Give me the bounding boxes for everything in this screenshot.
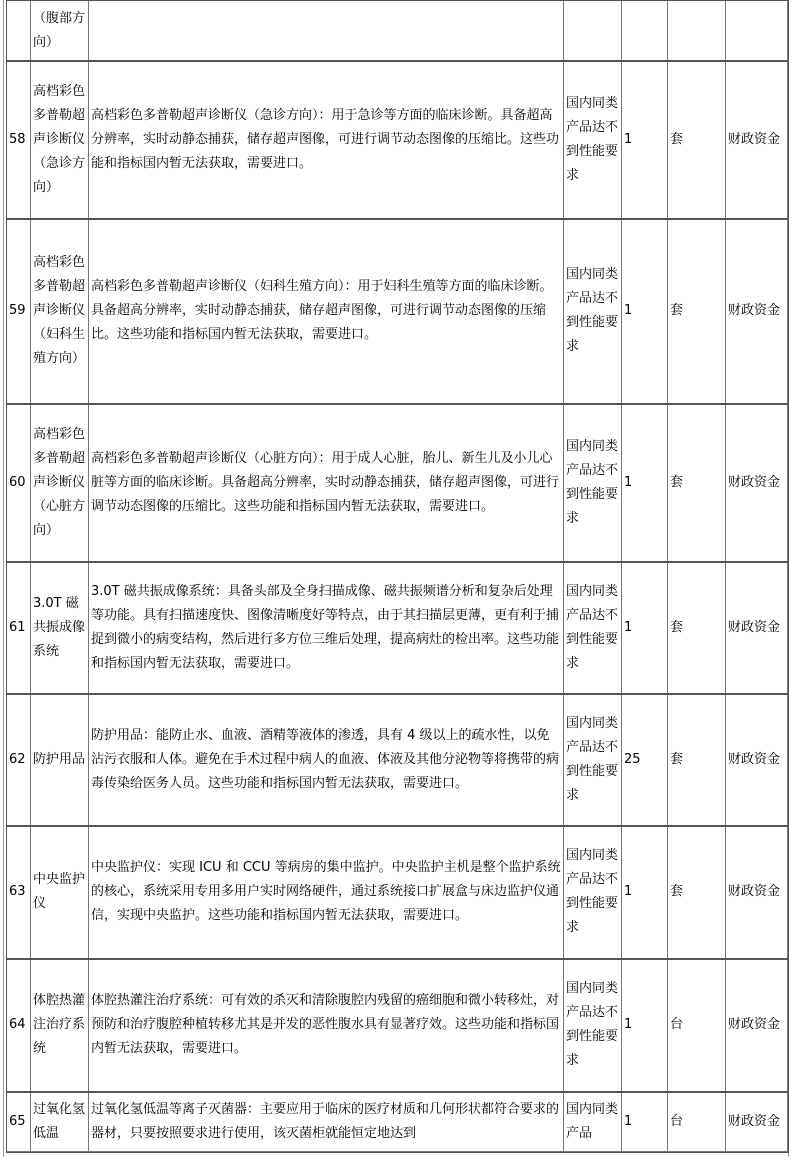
item-description-cell: 过氧化氢低温等离子灭菌器：主要应用于临床的医疗材质和几何形状都符合要求的器材，只要按照要求进行使用，该灭菌柜就能恒定地达到 [89,1092,564,1152]
row-number-cell: 64 [7,959,31,1092]
funding-source-cell: 财政资金 [726,694,788,826]
table-row [7,1092,788,1152]
item-description-cell: 3.0T 磁共振成像系统：具备头部及全身扫描成像、磁共振频谱分析和复杂后处理等功能。具有扫描速度快、图像清晰度好等特点，由于其扫描层更薄，更有利于捕捉到微小的病变结构，然后进行多方位三维后处理，提高病灶的检出率。这些功能和指标国内暂无法获取，需要进口。 [89,562,564,694]
item-name-cell: 高档彩色多普勒超声诊断仪（急诊方向） [31,61,89,219]
quantity-cell: 1 [622,562,668,694]
table-row [7,826,788,959]
funding-source-cell: 财政资金 [726,61,788,219]
quantity-cell: 1 [622,826,668,959]
table-row [7,61,788,219]
row-number-cell [7,1,31,61]
item-name-cell: 高档彩色多普勒超声诊断仪（心脏方向） [31,404,89,562]
item-description-cell: 防护用品：能防止水、血液、酒精等液体的渗透，具有 4 级以上的疏水性，以免沾污衣服和人体。避免在手术过程中病人的血液、体液及其他分泌物等将携带的病毒传染给医务人员。这些功能和指标国内暂无法获取，需要进口。 [89,694,564,826]
table-row [7,959,788,1092]
import-reason-cell: 国内同类产品达不到性能要求 [564,404,622,562]
quantity-cell: 1 [622,404,668,562]
import-reason-cell: 国内同类产品达不到性能要求 [564,61,622,219]
item-name-cell: 高档彩色多普勒超声诊断仪（妇科生殖方向） [31,219,89,404]
item-description-cell: 体腔热灌注治疗系统：可有效的杀灭和清除腹腔内残留的癌细胞和微小转移灶，对预防和治疗腹腔种植转移尤其是并发的恶性腹水具有显著疗效。这些功能和指标国内暂无法获取，需要进口。 [89,959,564,1092]
item-name-cell: 防护用品 [31,694,89,826]
unit-cell: 套 [668,61,726,219]
row-number-cell: 60 [7,404,31,562]
procurement-table [6,0,788,1152]
table-row [7,404,788,562]
table-row [7,562,788,694]
table-row [7,219,788,404]
unit-cell: 套 [668,219,726,404]
funding-source-cell: 财政资金 [726,1092,788,1152]
import-reason-cell [564,1,622,61]
import-reason-cell: 国内同类产品达不到性能要求 [564,219,622,404]
table-body [7,1,788,1152]
quantity-cell: 1 [622,61,668,219]
item-name-cell: （腹部方向） [31,1,89,61]
import-reason-cell: 国内同类产品 [564,1092,622,1152]
funding-source-cell: 财政资金 [726,562,788,694]
row-number-cell: 63 [7,826,31,959]
funding-source-cell [726,1,788,61]
row-number-cell: 65 [7,1092,31,1152]
item-name-cell: 体腔热灌注治疗系统 [31,959,89,1092]
unit-cell: 套 [668,694,726,826]
import-reason-cell: 国内同类产品达不到性能要求 [564,959,622,1092]
funding-source-cell: 财政资金 [726,404,788,562]
quantity-cell [622,1,668,61]
funding-source-cell: 财政资金 [726,826,788,959]
unit-cell: 套 [668,404,726,562]
unit-cell [668,1,726,61]
quantity-cell: 25 [622,694,668,826]
row-number-cell: 58 [7,61,31,219]
item-description-cell [89,1,564,61]
quantity-cell: 1 [622,219,668,404]
unit-cell: 台 [668,1092,726,1152]
item-name-cell: 3.0T 磁共振成像系统 [31,562,89,694]
quantity-cell: 1 [622,959,668,1092]
unit-cell: 套 [668,826,726,959]
funding-source-cell: 财政资金 [726,959,788,1092]
unit-cell: 台 [668,959,726,1092]
item-description-cell: 中央监护仪：实现 ICU 和 CCU 等病房的集中监护。中央监护主机是整个监护系统的核心，系统采用专用多用户实时网络硬件，通过系统接口扩展盒与床边监护仪通信，实现中央监护。这些功能和指标国内暂无法获取，需要进口。 [89,826,564,959]
table-row [7,1,788,61]
item-description-cell: 高档彩色多普勒超声诊断仪（心脏方向）：用于成人心脏，胎儿、新生儿及小儿心脏等方面的临床诊断。具备超高分辨率，实时动静态捕获，储存超声图像，可进行调节动态图像的压缩比。这些功能和指标国内暂无法获取，需要进口。 [89,404,564,562]
quantity-cell: 1 [622,1092,668,1152]
row-number-cell: 62 [7,694,31,826]
item-description-cell: 高档彩色多普勒超声诊断仪（急诊方向）：用于急诊等方面的临床诊断。具备超高分辨率，实时动静态捕获，储存超声图像，可进行调节动态图像的压缩比。这些功能和指标国内暂无法获取，需要进口。 [89,61,564,219]
row-number-cell: 59 [7,219,31,404]
item-description-cell: 高档彩色多普勒超声诊断仪（妇科生殖方向）：用于妇科生殖等方面的临床诊断。具备超高分辨率，实时动静态捕获，储存超声图像，可进行调节动态图像的压缩比。这些功能和指标国内暂无法获取，需要进口。 [89,219,564,404]
table-row [7,694,788,826]
item-name-cell: 过氧化氢低温 [31,1092,89,1152]
import-reason-cell: 国内同类产品达不到性能要求 [564,562,622,694]
import-reason-cell: 国内同类产品达不到性能要求 [564,826,622,959]
unit-cell: 套 [668,562,726,694]
funding-source-cell: 财政资金 [726,219,788,404]
import-reason-cell: 国内同类产品达不到性能要求 [564,694,622,826]
row-number-cell: 61 [7,562,31,694]
item-name-cell: 中央监护仪 [31,826,89,959]
